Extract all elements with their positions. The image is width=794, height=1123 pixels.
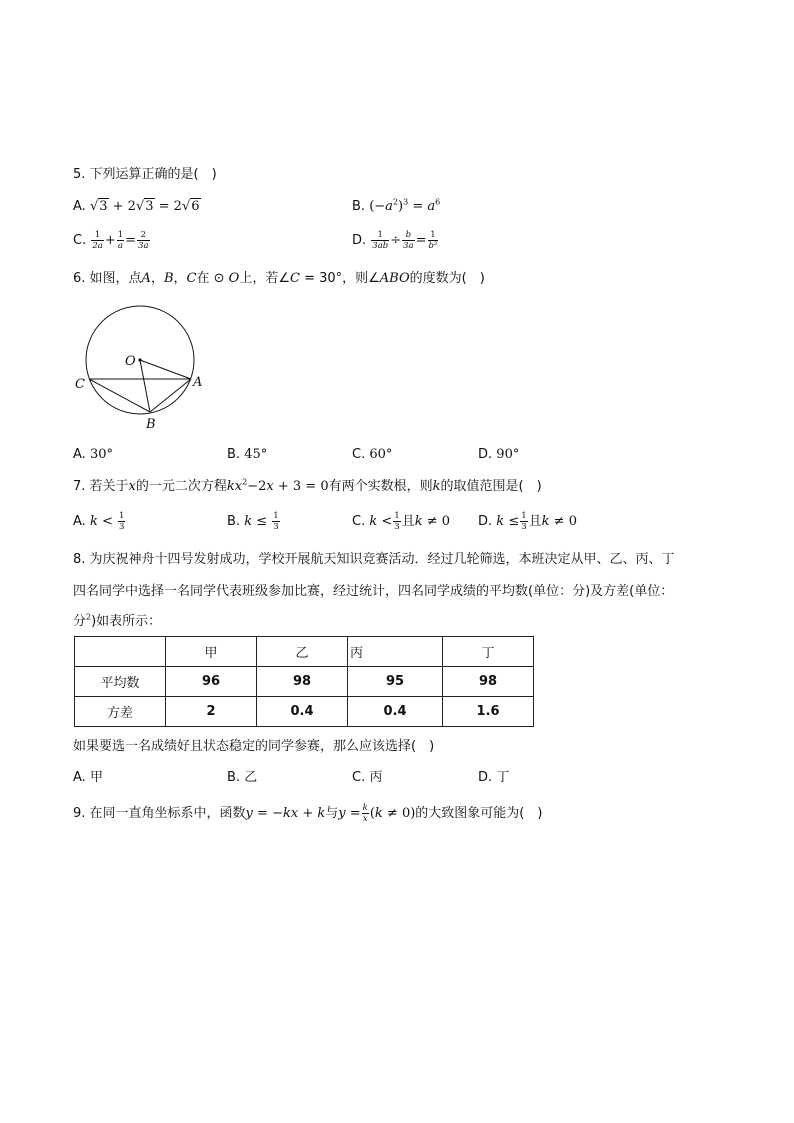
table-cell: 95 [348,667,443,697]
table-header-cell: 甲 [166,637,257,667]
q8-option-c[interactable] [352,770,382,786]
q7-stem: 7. 若关于x的一元二次方程$kx^2-2x + 3 = 0$有两个实数根，则k的取值范围是( ) [73,477,542,494]
q6-center-dot [138,358,141,361]
table-cell: 98 [443,667,534,697]
q6-stem: 6. 如图，点A，B，C在 ⊙ O上，若∠C = 30°，则∠ABO的度数为( ) [73,271,485,286]
q6-radius-ob [140,360,150,412]
q7-option-d-expr: k ≤ $\frac{1}{3}$ 且k ≠ 0 [496,511,577,532]
q6-option-c[interactable] [352,447,392,463]
table-row-label: 方差 [75,697,166,727]
table-cell: 0.4 [257,697,348,727]
q5-option-a-label: A. [73,199,86,214]
q8-option-b-label: B. [227,770,241,785]
q6-chord-cb [89,379,150,412]
q6-option-d-value: 90° [496,447,520,462]
q8-line-1: 8. 为庆祝神舟十四号发射成功，学校开展航天知识竞赛活动．经过几轮筛选，本班决定从甲、乙、丙、丁 [73,552,675,567]
q6-option-d[interactable] [478,447,519,463]
q6-option-b-value: 45° [244,447,268,462]
q5-option-d-expr: $\frac{1}{3ab}$ ÷ $\frac{b}{3a}$ = $\frac{1}{\text{b²}}$ [372,230,438,251]
q6-option-a-value: 30° [89,447,113,462]
q5-stem: 5. 下列运算正确的是( ) [73,167,217,182]
q5-option-b-expr: $(-a^2)^3 = a^6$ [369,197,441,214]
q8-option-b[interactable] [227,770,257,786]
q6-option-c-label: C. [352,447,366,462]
q8-option-d-value: 丁 [496,770,510,785]
table-row [75,697,534,727]
q6-chord-ab [150,379,191,412]
table-cell: 2 [166,697,257,727]
q7-option-a[interactable] [73,511,126,533]
table-header-cell: 丁 [443,637,534,667]
q5-option-a-expr: √3 + 2√3 = 2√6 [89,199,200,214]
q8-option-a-label: A. [73,770,86,785]
q8-line-3: 分$^2$)如表所示： [73,612,162,629]
q8-option-c-label: C. [352,770,366,785]
q6-radius-oa [140,360,191,379]
table-header-cell: 乙 [257,637,348,667]
table-row-label: 平均数 [75,667,166,697]
q8-option-a[interactable] [73,770,103,786]
q7-option-a-label: A. [73,514,86,529]
table-row [75,667,534,697]
q7-option-b[interactable] [227,511,281,533]
q7-option-d[interactable] [478,511,577,533]
q8-option-d[interactable] [478,770,509,786]
table-header-row [75,637,534,667]
q9-stem: 9. 在同一直角坐标系中，函数y = −kx + k与y = $\frac{k}{x}$ (k ≠ 0)的大致图象可能为( ) [73,803,543,824]
q7-option-c-label: C. [352,514,366,529]
q7-option-d-label: D. [478,514,493,529]
q6-label-c: C [75,377,85,392]
q5-option-d-label: D. [352,233,367,248]
q5-option-c-expr: $\frac{1}{2a}$ + $\frac{1}{a}$ = $\frac{2}{3a}$ [92,230,149,251]
q6-option-a[interactable] [73,447,113,463]
q5-option-b-label: B. [352,199,366,214]
q8-option-b-value: 乙 [244,770,258,785]
table-header-cell [75,637,166,667]
q7-option-b-expr: k ≤ $\frac{1}{3}$ [244,511,279,532]
q7-option-b-label: B. [227,514,241,529]
q8-option-a-value: 甲 [89,770,103,785]
q6-option-a-label: A. [73,447,86,462]
q6-option-c-value: 60° [369,447,393,462]
q6-label-b: B [146,417,156,432]
q8-option-c-value: 丙 [369,770,383,785]
q6-option-b-label: B. [227,447,241,462]
table-cell: 96 [166,667,257,697]
table-cell: 1.6 [443,697,534,727]
q7-option-c[interactable] [352,511,450,533]
table-header-cell: 丙 [348,637,443,667]
q6-option-d-label: D. [478,447,493,462]
table-cell: 98 [257,667,348,697]
q8-line-2: 四名同学中选择一名同学代表班级参加比赛，经过统计，四名同学成绩的平均数(单位：分)及方差(单位： [73,584,674,599]
q7-option-a-expr: k < $\frac{1}{3}$ [89,511,125,532]
q6-option-b[interactable] [227,447,267,463]
q8-option-d-label: D. [478,770,493,785]
q6-label-a: A [193,375,203,390]
q6-label-o: O [125,354,136,369]
q8-question: 如果要选一名成绩好且状态稳定的同学参赛，那么应该选择( ) [73,739,435,754]
q5-option-c-label: C. [73,233,87,248]
q7-option-c-expr: k < $\frac{1}{3}$ 且k ≠ 0 [369,511,451,532]
q8-score-table [74,636,534,727]
table-cell: 0.4 [348,697,443,727]
